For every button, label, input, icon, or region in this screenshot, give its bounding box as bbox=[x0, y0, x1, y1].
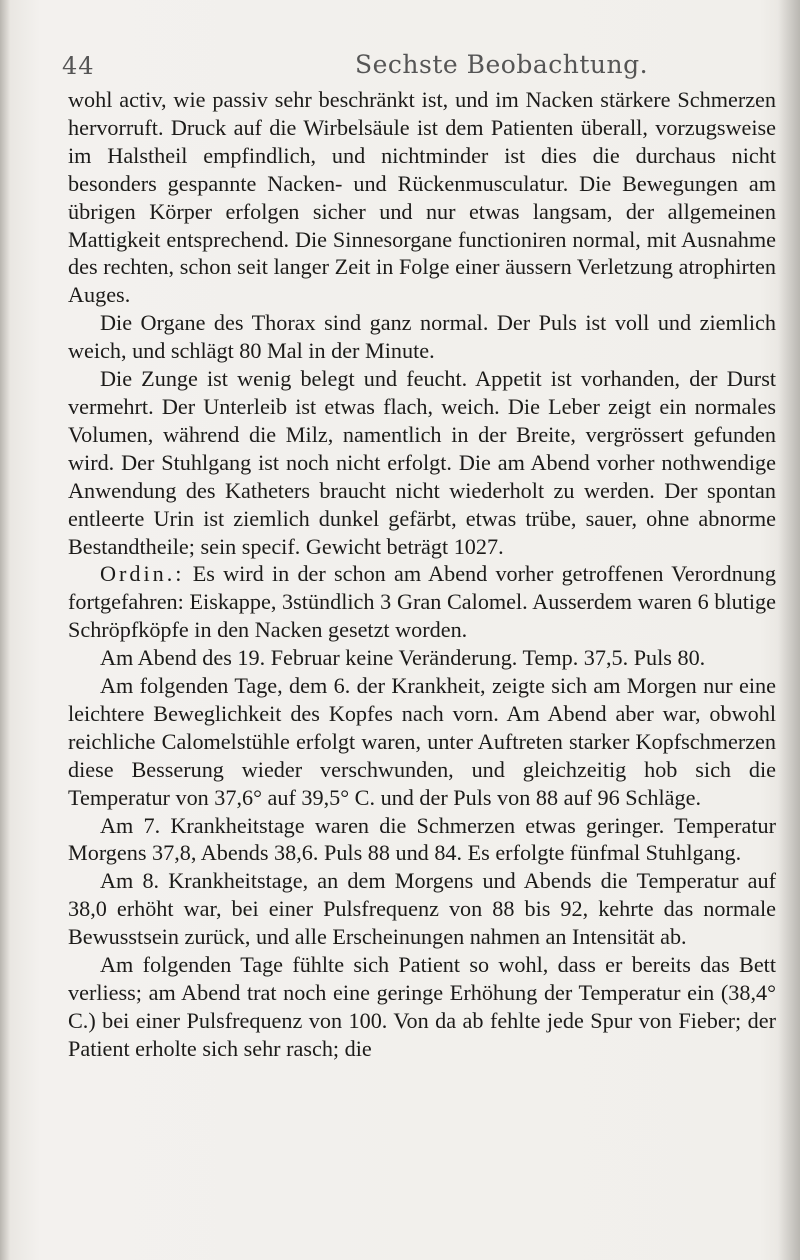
paragraph-4 bbox=[68, 560, 776, 644]
paragraph-5: Am Abend des 19. Februar keine Veränderung. Temp. 37,5. Puls 80. bbox=[100, 645, 706, 671]
paragraph-7: Am 7. Krankheitstage waren die Schmerzen etwas geringer. Temperatur Morgens 37,8, Abends 38,6. Puls 88 und 84. Es erfolgte fünfmal Stuhlgang. bbox=[68, 812, 776, 866]
paragraph-6: Am folgenden Tage, dem 6. der Krankheit, zeigte sich am Morgen nur eine leichtere Beweglichkeit des Kopfes nach vorn. Am Abend aber war, obwohl reichliche Calomelstühle erfolgt waren, unter Auftreten starker Kopfschmerzen diese Besserung wieder verschwunden, und gleichzeitig hob sich die Temperatur von 37,6° auf 39,5° C. und der Puls von 88 auf 96 Schläge. bbox=[68, 673, 776, 810]
paragraph-4-text: Es wird in der schon am Abend vorher getroffenen Verordnung fortgefahren: Eiskappe, 3stündlich 3 Gran Calomel. Ausserdem waren 6 blutige Schröpfköpfe in den Nacken gesetzt worden. bbox=[68, 561, 776, 643]
body-text bbox=[68, 86, 776, 1063]
running-title: Sechste Beobachtung. bbox=[355, 50, 649, 79]
paragraph-9: Am folgenden Tage fühlte sich Patient so wohl, dass er bereits das Bett verliess; am Abend trat noch eine geringe Erhöhung der Temperatur ein (38,4° C.) bei einer Pulsfrequenz von 100. Von da ab fehlte jede Spur von Fieber; der Patient erholte sich sehr rasch; die bbox=[68, 952, 776, 1061]
page-edge-shadow bbox=[778, 0, 800, 1260]
paragraph-8: Am 8. Krankheitstage, an dem Morgens und Abends die Temperatur auf 38,0 erhöht war, bei einer Pulsfrequenz von 88 bis 92, kehrte das normale Bewusstsein zurück, und alle Erscheinungen nahmen an Intensität ab. bbox=[68, 868, 776, 950]
paragraph-1: wohl activ, wie passiv sehr beschränkt ist, und im Nacken stärkere Schmerzen hervorruft. Druck auf die Wirbelsäule ist dem Patienten überall, vorzugsweise im Halstheil empfindlich, und nichtminder ist dies die durchaus nicht besonders gespannte Nacken- und Rückenmusculatur. Die Bewegungen am übrigen Körper erfolgen sicher und nur etwas langsam, der allgemeinen Mattigkeit entsprechend. Die Sinnesorgane functioniren normal, mit Ausnahme des rechten, schon seit langer Zeit in Folge einer äussern Verletzung atrophirten Auges. bbox=[68, 87, 776, 308]
ordin-label: Ordin.: bbox=[100, 561, 185, 587]
page-number: 44 bbox=[62, 52, 95, 80]
page-binding-shadow bbox=[0, 0, 10, 1260]
paragraph-2: Die Organe des Thorax sind ganz normal. Der Puls ist voll und ziemlich weich, und schlägt 80 Mal in der Minute. bbox=[68, 310, 776, 364]
page-header bbox=[0, 44, 800, 84]
paragraph-3: Die Zunge ist wenig belegt und feucht. Appetit ist vorhanden, der Durst vermehrt. Der Unterleib ist etwas flach, weich. Die Leber zeigt ein normales Volumen, während die Milz, namentlich in der Breite, vergrössert gefunden wird. Der Stuhlgang ist noch nicht erfolgt. Die am Abend vorher nothwendige Anwendung des Katheters braucht nicht wiederholt zu werden. Der spontan entleerte Urin ist ziemlich dunkel gefärbt, etwas trübe, sauer, ohne abnorme Bestandtheile; sein specif. Gewicht beträgt 1027. bbox=[68, 366, 776, 559]
